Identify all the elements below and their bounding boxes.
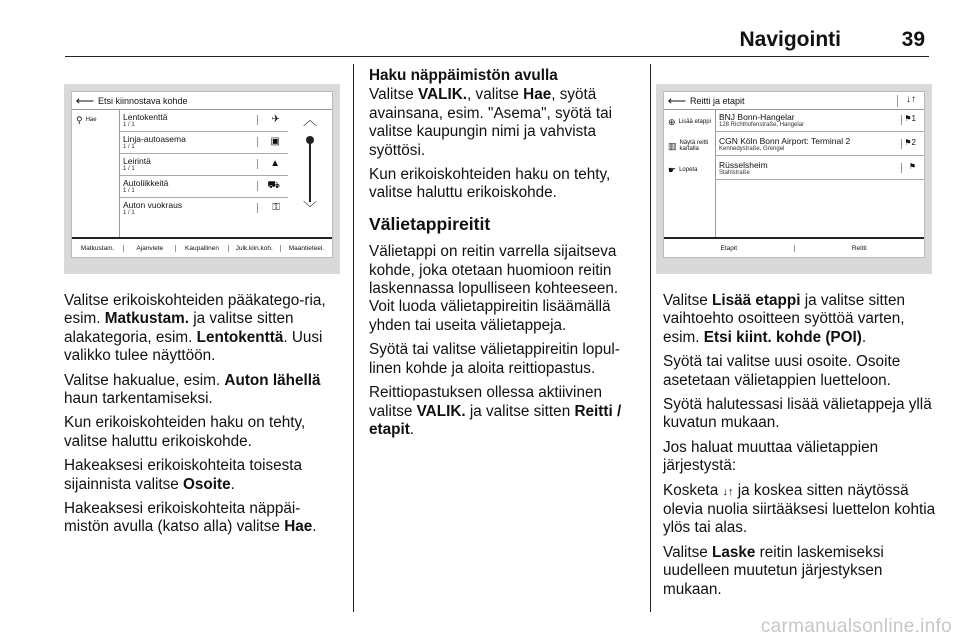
paragraph: Kun erikoiskohteiden haku on tehty, valitse haluttu erikoiskohde. (64, 414, 306, 450)
page-number: 39 (901, 28, 925, 51)
paragraph: Hakeaksesi erikoiskohteita näppäi-mistön avulla (katso alla) valitse Hae. (64, 500, 317, 536)
tab-matkustam[interactable]: Matkustam. (72, 245, 124, 252)
section-heading: Välietappireitit (369, 213, 491, 234)
tab-etapit[interactable]: Etapit (664, 245, 795, 252)
list-item[interactable]: Autoliikkeitä 1 / 1 ⛟ (120, 176, 288, 198)
poi-screen (71, 91, 333, 258)
page-header (65, 0, 929, 57)
screenshot-poi-search (64, 84, 340, 274)
category-tabs (72, 237, 332, 257)
tab-reitti[interactable]: Reitti (851, 244, 867, 252)
screenshot-route-waypoints (656, 84, 932, 274)
scroll-knob[interactable] (306, 136, 314, 144)
paragraph: Kun erikoiskohteiden haku on tehty, valitse haluttu erikoiskohde. (369, 166, 611, 202)
scrollbar[interactable] (290, 110, 330, 237)
search-icon: ⚲ (76, 114, 83, 125)
paragraph: Valitse Lisää etappi ja valitse sitten vaihtoehto osoitteen syöttöä varten, esim. Etsi kiint. kohde (POI). (663, 292, 906, 346)
sort-icon[interactable]: ↓↑ (906, 94, 916, 105)
paragraph: Valitse VALIK., valitse Hae, syötä avainsana, esim. "Asema", syötä tai valitse kaupungin nimi ja vahvista syöttösi. (369, 86, 612, 159)
airport-icon: ✈ (271, 114, 280, 125)
column-divider (650, 64, 651, 612)
tent-icon: ▲ (270, 158, 280, 169)
screen-title: Etsi kiinnostava kohde (98, 95, 188, 106)
tab-kaupallinen[interactable]: Kaupallinen (176, 245, 228, 252)
flag-icon: ⚑1 (904, 114, 916, 123)
paragraph: Reittiopastuksen ollessa aktiivinen valitse VALIK. ja valitse sitten Reitti / etapit. (369, 384, 622, 438)
destination-flag-icon: ⚑ (908, 162, 916, 171)
list-item[interactable]: Auton vuokraus 1 / 1 ⚿ (123, 200, 280, 216)
column-divider (353, 64, 354, 612)
paragraph: Kosketa ↓↑ ja koskea sitten näytössä olevia nuolia siirtääksesi luettelon kohtia ylös tai alas. (663, 481, 936, 537)
paragraph: Syötä tai valitse uusi osoite. Osoite asetetaan välietappien luetteloon. (663, 353, 901, 389)
tab-ajanviete[interactable]: Ajanviete (124, 245, 176, 252)
route-screen (663, 91, 925, 258)
car-rental-icon: ⚿ (272, 202, 280, 213)
screen-header (72, 92, 332, 110)
paragraph: Välietappi on reitin varrella sijaitseva kohde, joka otetaan huomioon reitin laskennassa lopulliseen kohteeseen. Voit luoda välietappireitin lisäämällä yhden tai useita välietappeja. (369, 243, 619, 334)
chevron-up-icon[interactable]: ︿ (303, 112, 317, 128)
list-item[interactable]: Rüsselsheim Stahlstraße ⚑ (716, 158, 924, 180)
bus-icon: ▣ (270, 136, 280, 147)
map-icon: ▥ (668, 140, 677, 151)
waypoint-list (716, 110, 924, 237)
flag-icon: ⚑2 (904, 138, 916, 147)
screen-title: Reitti ja etapit (690, 95, 745, 106)
add-circle-icon: ⊕ (668, 116, 676, 127)
screen-header (664, 92, 924, 110)
back-arrow-icon[interactable]: ⟵ (667, 92, 687, 108)
sort-icon: ↓↑ (722, 485, 734, 498)
back-arrow-icon[interactable]: ⟵ (75, 92, 95, 108)
paragraph: Valitse Laske reitin laskemiseksi uudelleen muutetun järjestyksen mukaan. (663, 543, 884, 598)
side-panel (664, 110, 716, 237)
list-item[interactable]: CGN Köln Bonn Airport: Terminal 2 Kennedystraße, Grengel ⚑2 (716, 134, 924, 156)
chevron-down-icon[interactable]: ﹀ (303, 200, 317, 216)
side-panel (72, 110, 120, 237)
hand-icon: ☛ (668, 164, 677, 175)
route-tabs (664, 237, 924, 257)
subheading: Haku näppäimistön avulla (369, 67, 558, 84)
list-item[interactable]: Leirintä 1 / 1 ▲ (120, 154, 288, 176)
list-item[interactable]: BNJ Bonn-Hangelar 128 Richthofenstraße, Hangelar ⚑1 (716, 110, 924, 132)
list-item[interactable]: Linja-autoasema 1 / 1 ▣ (120, 132, 288, 154)
paragraph: Valitse hakualue, esim. Auton lähellä haun tarkentamiseksi. (64, 371, 321, 408)
paragraph: Valitse erikoiskohteiden pääkatego-ria, esim. Matkustam. ja valitse sitten alakategoria, esim. Lentokenttä. Uusi valikko tulee näyttöön. (64, 292, 326, 365)
column-3-text (663, 292, 938, 605)
paragraph: Jos haluat muuttaa välietappien järjestystä: (663, 438, 879, 475)
tab-julk[interactable]: Julk.kiin.koh. (229, 245, 281, 252)
paragraph: Syötä tai valitse välietappireitin lopul-linen kohde ja aloita reittiopastus. (369, 341, 620, 377)
poi-list (120, 110, 288, 237)
list-item[interactable]: Lentokenttä 1 / 1 ✈ (120, 110, 288, 132)
column-2-text (369, 67, 639, 445)
section-title: Navigointi (739, 28, 841, 51)
tab-maantieteel[interactable]: Maantieteel. (288, 244, 325, 252)
search-button[interactable]: ⚲ Hae (76, 114, 97, 125)
show-route-button[interactable]: ▥ Näytä reitti kartalla (668, 140, 709, 152)
paragraph: Hakeaksesi erikoiskohteita toisesta sijainnista valitse Osoite. (64, 457, 303, 493)
add-waypoint-button[interactable]: ⊕ Lisää etappi (668, 116, 711, 127)
car-icon: ⛟ (267, 180, 280, 191)
watermark: carmanualsonline.info (760, 616, 952, 637)
column-1-text (64, 292, 344, 543)
paragraph: Syötä halutessasi lisää välietappeja yllä kuvatun mukaan. (663, 396, 932, 432)
stop-button[interactable]: ☛ Lopeta (668, 164, 698, 175)
